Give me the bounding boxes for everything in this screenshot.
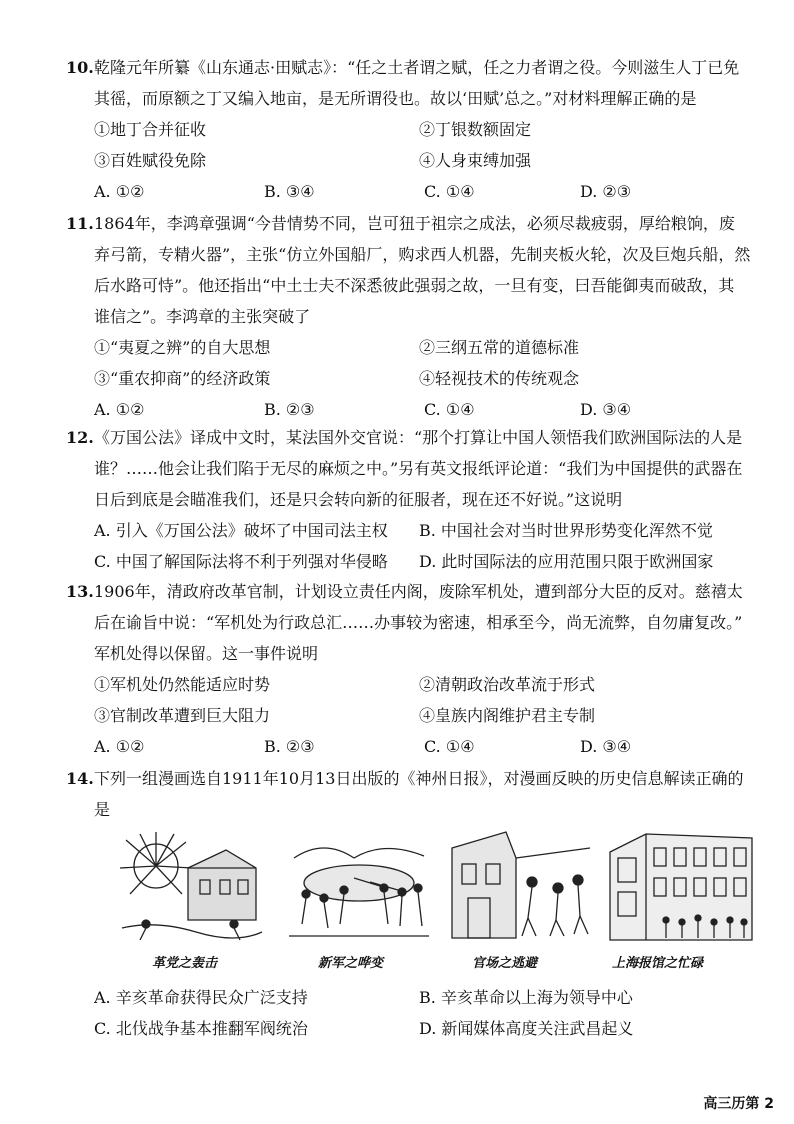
option-row (66, 515, 756, 546)
question-12 (66, 422, 756, 577)
statement-2: ②丁银数额固定 (419, 120, 532, 139)
statement-2: ②清朝政治改革流于形式 (419, 675, 596, 694)
cartoon-caption-1: 革党之轰击 (152, 956, 218, 971)
option-row (66, 982, 756, 1013)
choice-a: A. ①② (94, 400, 145, 419)
answer-choices (66, 394, 756, 425)
question-number: 10. (66, 58, 94, 77)
question-stem-line: 1906年，清政府改革官制，计划设立责任内阁，废除军机处，遭到部分大臣的反对。慈禧太 (94, 582, 743, 601)
option-row (66, 546, 756, 577)
question-14-options (66, 982, 756, 1044)
question-11 (66, 208, 756, 425)
cartoon-caption-2: 新军之哗变 (318, 956, 384, 971)
question-stem-line: 《万国公法》译成中文时，某法国外交官说：“那个打算让中国人领悟我们欧洲国际法的人是 (94, 428, 743, 447)
question-stem-line: 其徭，而原额之丁又编入地亩，是无所谓役也。故以‘田赋’总之。”对材料理解正确的是 (94, 89, 697, 108)
choice-c: C. 中国了解国际法将不利于列强对华侵略 (94, 552, 388, 571)
cartoon-officials-escape (446, 828, 596, 948)
question-14 (66, 763, 756, 825)
question-stem-line: 是 (94, 800, 111, 819)
page-footer: 高三历第 2 (703, 1096, 774, 1112)
cartoon-newspaper-office (606, 828, 756, 948)
question-stem-line: 后水路可恃”。他还指出“中土士夫不深悉彼此强弱之故，一旦有变，曰吾能御夷而破敌，其 (94, 276, 735, 295)
choice-d: D. ③④ (580, 737, 632, 756)
question-stem-line: 乾隆元年所纂《山东通志·田赋志》：“任之土者谓之赋，任之力者谓之役。今则滋生人丁已免 (94, 58, 740, 77)
statement-4: ④轻视技术的传统观念 (419, 369, 580, 388)
cartoon-bombardment (116, 828, 264, 948)
option-row (66, 700, 756, 731)
option-row (66, 114, 756, 145)
choice-c: C. ①④ (424, 182, 475, 201)
choice-a: A. 引入《万国公法》破坏了中国司法主权 (94, 521, 388, 540)
answer-choices (66, 176, 756, 207)
question-13 (66, 576, 756, 762)
choice-d: D. 新闻媒体高度关注武昌起义 (419, 1019, 634, 1038)
question-number: 11. (66, 214, 94, 233)
statement-4: ④皇族内阁维护君主专制 (419, 706, 596, 725)
choice-a: A. ①② (94, 737, 145, 756)
question-stem-line: 1864年，李鸿章强调“今昔情势不同，岂可狃于祖宗之成法，必须尽裁疲弱，厚给粮饷，废 (94, 214, 735, 233)
choice-b: B. ②③ (264, 737, 315, 756)
question-number: 12. (66, 428, 94, 447)
statement-3: ③官制改革遭到巨大阻力 (94, 706, 271, 725)
option-row (66, 1013, 756, 1044)
choice-b: B. 中国社会对当时世界形势变化浑然不觉 (419, 521, 713, 540)
statement-2: ②三纲五常的道德标准 (419, 338, 580, 357)
choice-c: C. ①④ (424, 400, 475, 419)
statement-3: ③百姓赋役免除 (94, 151, 207, 170)
choice-a: A. ①② (94, 182, 145, 201)
question-stem-line: 谁？……他会让我们陷于无尽的麻烦之中。”另有英文报纸评论道：“我们为中国提供的武器在 (94, 459, 743, 478)
choice-d: D. 此时国际法的应用范围只限于欧洲国家 (419, 552, 714, 571)
question-stem-line: 军机处得以保留。这一事件说明 (94, 644, 319, 663)
question-10 (66, 52, 756, 207)
cartoon-mutiny (284, 828, 434, 948)
question-stem-line: 后在谕旨中说：“军机处为行政总汇……办事较为密速，相承至今，尚无流弊，自勿庸复改。” (94, 613, 743, 632)
answer-choices (66, 731, 756, 762)
question-number: 13. (66, 582, 94, 601)
cartoon-caption-4: 上海报馆之忙碌 (612, 956, 704, 971)
statement-4: ④人身束缚加强 (419, 151, 532, 170)
option-row (66, 669, 756, 700)
question-number: 14. (66, 769, 94, 788)
option-row (66, 332, 756, 363)
statement-1: ①军机处仍然能适应时势 (94, 675, 271, 694)
choice-c: C. ①④ (424, 737, 475, 756)
statement-1: ①地丁合并征收 (94, 120, 207, 139)
choice-d: D. ③④ (580, 400, 632, 419)
statement-1: ①“夷夏之辨”的自大思想 (94, 338, 271, 357)
statement-3: ③“重农抑商”的经济政策 (94, 369, 271, 388)
cartoon-strip (116, 828, 756, 948)
question-stem-line: 弃弓箭，专精火器”，主张“仿立外国船厂，购求西人机器，先制夹板火轮，次及巨炮兵船，然 (94, 245, 751, 264)
choice-b: B. ②③ (264, 400, 315, 419)
question-stem-line: 下列一组漫画选自1911年10月13日出版的《神州日报》，对漫画反映的历史信息解读正确的 (94, 769, 744, 788)
choice-b: B. ③④ (264, 182, 315, 201)
choice-a: A. 辛亥革命获得民众广泛支持 (94, 988, 308, 1007)
question-stem-line: 谁信之”。李鸿章的主张突破了 (94, 307, 311, 326)
choice-b: B. 辛亥革命以上海为领导中心 (419, 988, 633, 1007)
option-row (66, 363, 756, 394)
cartoon-caption-3: 官场之逃避 (472, 956, 538, 971)
question-stem-line: 日后到底是会瞄准我们，还是只会转向新的征服者，现在还不好说。”这说明 (94, 490, 623, 509)
option-row (66, 145, 756, 176)
choice-c: C. 北伐战争基本推翻军阀统治 (94, 1019, 308, 1038)
choice-d: D. ②③ (580, 182, 632, 201)
